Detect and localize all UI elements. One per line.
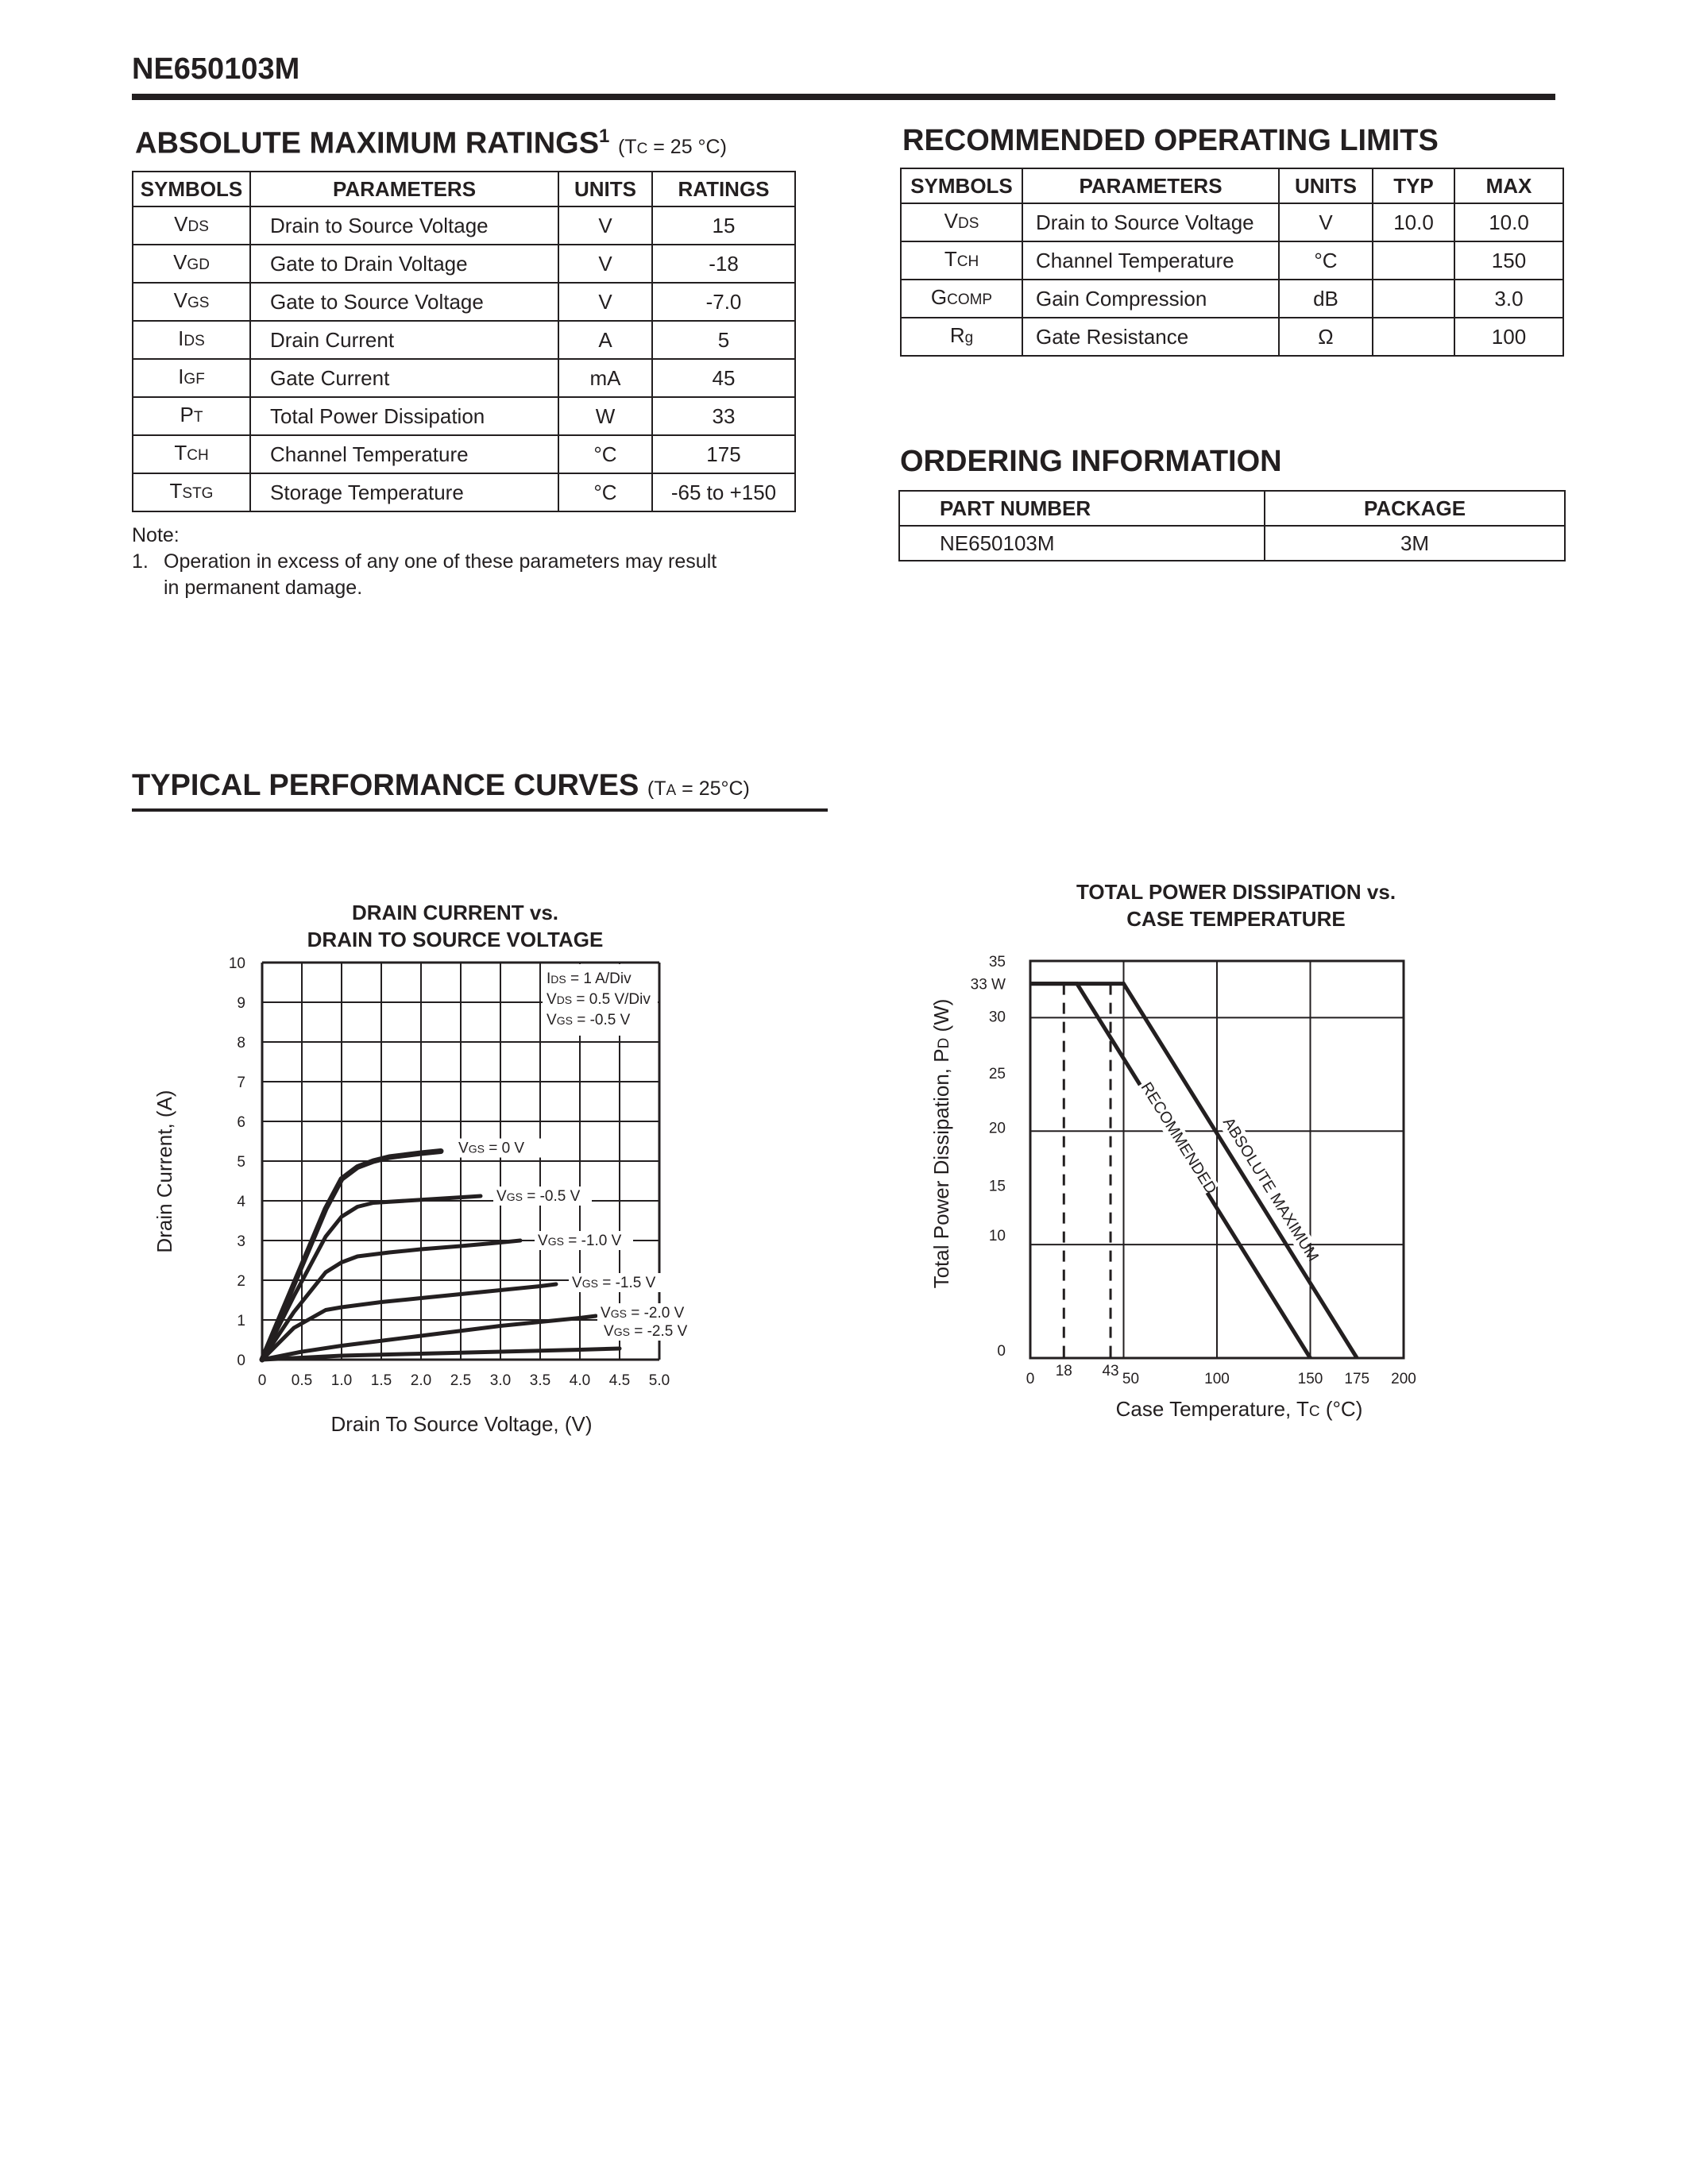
chart1-ytick: 1 xyxy=(237,1313,245,1329)
ordering-row xyxy=(899,526,1565,561)
symbol-letter: V xyxy=(173,288,187,312)
rol-col-parameters: PARAMETERS xyxy=(1022,168,1279,203)
symbol-subscript: STG xyxy=(182,485,214,502)
rol-unit: °C xyxy=(1279,241,1373,280)
chart1-ytick: 9 xyxy=(237,995,245,1012)
rol-max: 3.0 xyxy=(1454,280,1563,318)
symbol-letter: I xyxy=(178,365,184,388)
chart1-scale-box xyxy=(543,964,658,1036)
chart1-xtick: 5.0 xyxy=(648,1372,670,1389)
amr-rating: 33 xyxy=(652,397,795,435)
chart1-curve-labels xyxy=(455,1139,699,1341)
chart1-curve-label: VGS = 0 V xyxy=(458,1140,525,1157)
chart1-curve-label: VGS = -0.5 V xyxy=(496,1188,581,1205)
chart1-ytick: 6 xyxy=(237,1114,245,1131)
amr-rating: 15 xyxy=(652,206,795,245)
rol-table xyxy=(900,168,1564,357)
symbol-subscript: DS xyxy=(957,215,979,232)
chart2-grid xyxy=(1030,961,1404,1358)
amr-note-line1: Operation in excess of any one of these parameters may result xyxy=(164,550,717,573)
ordering-col-part: PART NUMBER xyxy=(899,491,1265,526)
amr-rating: 45 xyxy=(652,359,795,397)
symbol-subscript: T xyxy=(193,409,203,426)
amr-parameter: Total Power Dissipation xyxy=(250,397,558,435)
chart1-ylabel: Drain Current, (A) xyxy=(153,1090,176,1253)
symbol-letter: P xyxy=(180,403,194,426)
rol-unit: dB xyxy=(1279,280,1373,318)
chart2-xtick: 100 xyxy=(1204,1371,1230,1387)
chart1-xtick: 1.0 xyxy=(330,1372,353,1389)
symbol-subscript: GF xyxy=(183,371,205,388)
chart2-line-label: RECOMMENDED xyxy=(1137,1079,1220,1198)
rol-col-units: UNITS xyxy=(1279,168,1373,203)
chart1-xtick: 0 xyxy=(257,1372,267,1389)
chart1-xtick: 3.0 xyxy=(489,1372,512,1389)
amr-parameter: Gate to Source Voltage xyxy=(250,283,558,321)
chart2-xtick: 150 xyxy=(1297,1371,1323,1387)
rol-typ xyxy=(1373,241,1454,280)
chart2-title-line1: TOTAL POWER DISSIPATION vs. xyxy=(1076,880,1396,904)
amr-rating: 175 xyxy=(652,435,795,473)
amr-parameter: Channel Temperature xyxy=(250,435,558,473)
rol-row xyxy=(901,203,1563,241)
chart1-curve-vgs-0 xyxy=(262,1152,441,1360)
chart2-ytick: 30 xyxy=(988,1009,1006,1026)
chart2-ytick: 35 xyxy=(988,954,1006,970)
amr-parameter: Drain Current xyxy=(250,321,558,359)
symbol-letter: R xyxy=(949,323,965,347)
amr-note-heading: Note: xyxy=(132,524,180,546)
chart1-xlabel: Drain To Source Voltage, (V) xyxy=(330,1412,593,1436)
rol-col-max: MAX xyxy=(1454,168,1563,203)
amr-parameter: Storage Temperature xyxy=(250,473,558,511)
chart1-ytick: 2 xyxy=(237,1273,245,1290)
amr-unit: V xyxy=(558,283,652,321)
chart2-xtick: 18 xyxy=(1055,1363,1072,1379)
symbol-letter: T xyxy=(944,247,957,271)
amr-col-parameters: PARAMETERS xyxy=(250,172,558,206)
chart1-xtick: 2.0 xyxy=(410,1372,432,1389)
rol-typ xyxy=(1373,318,1454,356)
amr-unit: V xyxy=(558,206,652,245)
chart1-title-line2: DRAIN TO SOURCE VOLTAGE xyxy=(307,928,604,951)
rol-max: 150 xyxy=(1454,241,1563,280)
chart2-xtick: 0 xyxy=(1026,1371,1035,1387)
amr-parameter: Gate Current xyxy=(250,359,558,397)
chart1-scale-line: IDS = 1 A/Div xyxy=(547,970,632,987)
power-dissipation-chart xyxy=(874,858,1477,1430)
chart2-title-line2: CASE TEMPERATURE xyxy=(1126,907,1346,931)
symbol-subscript: DS xyxy=(183,333,205,349)
chart1-xtick: 3.5 xyxy=(529,1372,551,1389)
chart2-ytick: 10 xyxy=(988,1228,1006,1245)
rol-parameter: Gain Compression xyxy=(1022,280,1279,318)
symbol-subscript: CH xyxy=(187,447,209,464)
amr-unit: V xyxy=(558,245,652,283)
chart2-ytick: 25 xyxy=(988,1065,1006,1082)
chart2-series xyxy=(1030,984,1357,1358)
symbol-subscript: CH xyxy=(956,253,979,270)
rol-row xyxy=(901,241,1563,280)
amr-footnote-mark: 1 xyxy=(599,125,610,147)
chart2-xlabel: Case Temperature, TC (°C) xyxy=(1115,1397,1363,1421)
symbol-subscript: GD xyxy=(187,257,210,273)
rol-col-typ: TYP xyxy=(1373,168,1454,203)
chart1-ytick: 0 xyxy=(237,1352,245,1369)
chart1-xtick: 4.5 xyxy=(608,1372,631,1389)
amr-condition: (TC = 25 °C) xyxy=(617,135,727,158)
chart1-ytick: 4 xyxy=(237,1194,245,1210)
rol-parameter: Channel Temperature xyxy=(1022,241,1279,280)
drain-current-chart xyxy=(0,0,842,1469)
amr-rating: -65 to +150 xyxy=(652,473,795,511)
chart1-xtick: 0.5 xyxy=(291,1372,313,1389)
chart1-xtick: 1.5 xyxy=(370,1372,392,1389)
rol-row xyxy=(901,318,1563,356)
rol-col-symbols: SYMBOLS xyxy=(901,168,1022,203)
rol-parameter: Drain to Source Voltage xyxy=(1022,203,1279,241)
chart1-ytick: 7 xyxy=(237,1075,245,1091)
symbol-letter: V xyxy=(944,209,958,233)
chart1-title-line1: DRAIN CURRENT vs. xyxy=(351,901,559,924)
rol-symbol xyxy=(901,280,1022,318)
amr-rating: 5 xyxy=(652,321,795,359)
rol-max: 10.0 xyxy=(1454,203,1563,241)
chart2-xtick: 43 xyxy=(1102,1363,1119,1379)
rol-symbol xyxy=(901,318,1022,356)
rol-header-row xyxy=(901,168,1563,203)
ordering-part-number: NE650103M xyxy=(899,526,1265,561)
symbol-subscript: DS xyxy=(187,218,209,235)
symbol-subscript: GS xyxy=(187,295,210,311)
chart2-ylabel: Total Power Dissipation, PD (W) xyxy=(929,998,953,1289)
rol-unit: Ω xyxy=(1279,318,1373,356)
chart1-xtick: 4.0 xyxy=(569,1372,591,1389)
chart2-ytick: 20 xyxy=(988,1120,1006,1137)
ordering-col-package: PACKAGE xyxy=(1265,491,1565,526)
document-title: NE650103M xyxy=(132,52,300,86)
amr-col-ratings: RATINGS xyxy=(652,172,795,206)
chart2-ytick: 15 xyxy=(988,1178,1006,1195)
chart2-xtick: 175 xyxy=(1344,1371,1370,1387)
rol-typ: 10.0 xyxy=(1373,203,1454,241)
symbol-letter: V xyxy=(173,250,187,274)
chart1-curve-label: VGS = -1.5 V xyxy=(572,1275,656,1291)
symbol-letter: V xyxy=(174,212,188,236)
amr-parameter: Gate to Drain Voltage xyxy=(250,245,558,283)
amr-unit: mA xyxy=(558,359,652,397)
rol-typ xyxy=(1373,280,1454,318)
symbol-subscript: COMP xyxy=(947,291,993,308)
amr-parameter: Drain to Source Voltage xyxy=(250,206,558,245)
chart1-ytick: 8 xyxy=(237,1035,245,1051)
chart1-curve-label: VGS = -2.5 V xyxy=(604,1323,688,1340)
symbol-letter: T xyxy=(174,441,187,465)
rol-symbol xyxy=(901,203,1022,241)
amr-note-number: 1. xyxy=(132,550,149,573)
chart2-line-label: ABSOLUTE MAXIMUM xyxy=(1219,1114,1322,1265)
chart2-ytick: 0 xyxy=(997,1343,1006,1360)
amr-unit: °C xyxy=(558,473,652,511)
amr-title-text: ABSOLUTE MAXIMUM RATINGS xyxy=(135,126,600,160)
chart1-xtick: 2.5 xyxy=(450,1372,472,1389)
chart1-curve-label: VGS = -1.0 V xyxy=(538,1233,622,1249)
symbol-subscript: g xyxy=(964,330,974,346)
symbol-letter: I xyxy=(178,326,184,350)
rol-title: RECOMMENDED OPERATING LIMITS xyxy=(902,124,1439,157)
rol-parameter: Gate Resistance xyxy=(1022,318,1279,356)
chart1-curve-label: VGS = -2.0 V xyxy=(601,1305,685,1322)
symbol-letter: G xyxy=(930,285,948,309)
amr-col-units: UNITS xyxy=(558,172,652,206)
chart2-xtick: 50 xyxy=(1122,1371,1140,1387)
chart2-ytick: 33 W xyxy=(970,976,1006,994)
chart1-ytick: 3 xyxy=(237,1233,245,1250)
amr-unit: W xyxy=(558,397,652,435)
perf-title-text: TYPICAL PERFORMANCE CURVES xyxy=(132,769,639,802)
chart1-scale-line: VDS = 0.5 V/Div xyxy=(547,991,651,1008)
ordering-title: ORDERING INFORMATION xyxy=(900,445,1282,478)
rol-max: 100 xyxy=(1454,318,1563,356)
rol-symbol xyxy=(901,241,1022,280)
chart1-ytick: 5 xyxy=(237,1154,245,1171)
amr-rating: -7.0 xyxy=(652,283,795,321)
ordering-header-row xyxy=(899,491,1565,526)
amr-col-symbols: SYMBOLS xyxy=(133,172,250,206)
chart1-ytick: 10 xyxy=(228,955,245,972)
chart2-xtick: 200 xyxy=(1391,1371,1416,1387)
chart1-series xyxy=(262,1152,620,1360)
amr-unit: A xyxy=(558,321,652,359)
chart1-scale-line: VGS = -0.5 V xyxy=(547,1012,631,1028)
chart2-guides xyxy=(1064,984,1111,1358)
ordering-table xyxy=(898,490,1566,561)
perf-condition: (TA = 25°C) xyxy=(647,778,750,800)
amr-unit: °C xyxy=(558,435,652,473)
rol-unit: V xyxy=(1279,203,1373,241)
symbol-letter: T xyxy=(169,479,183,503)
ordering-package: 3M xyxy=(1265,526,1565,561)
rol-row xyxy=(901,280,1563,318)
amr-rating: -18 xyxy=(652,245,795,283)
amr-note-line2: in permanent damage. xyxy=(164,577,363,599)
